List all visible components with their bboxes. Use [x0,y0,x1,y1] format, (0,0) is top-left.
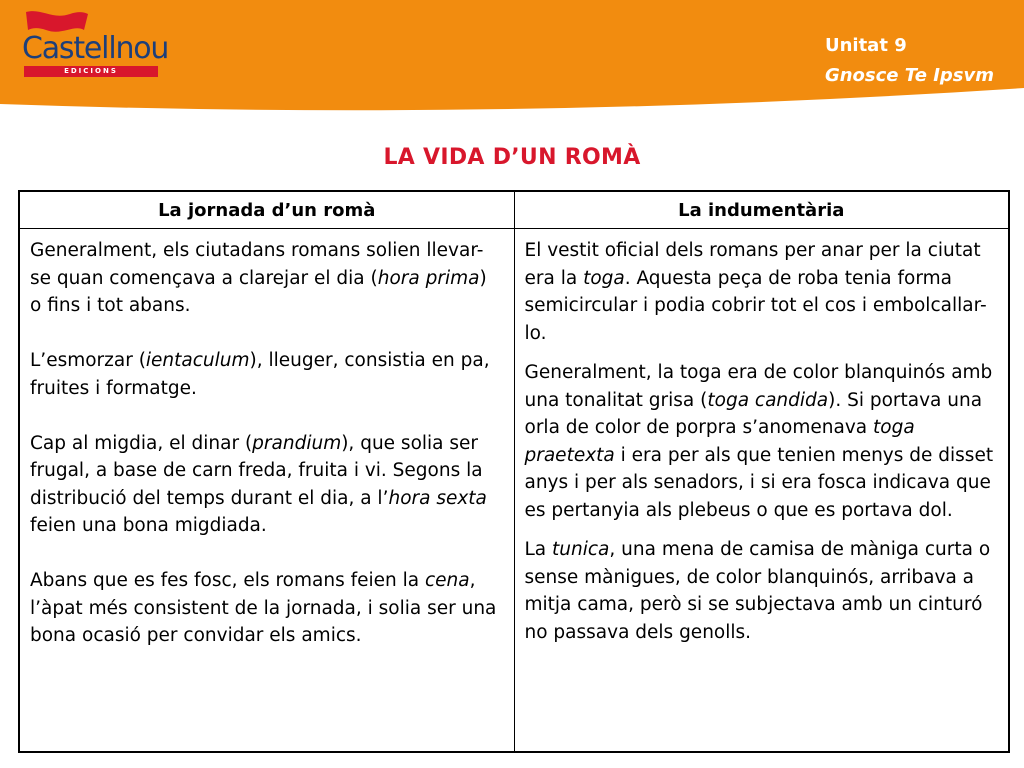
latin-term: toga praetexta [524,417,915,466]
text-span: ) o fins i tot abans. [30,267,487,316]
header-indumentaria: La indumentària [514,191,1009,229]
text-span: ), que solia ser frugal, a base de carn freda, fruita i vi. Segons la distribució del temps durant el dia, a l’ [30,432,483,509]
latin-term: toga [583,267,625,289]
paragraph-dinner [30,567,504,650]
text-span: La [524,539,553,560]
brand-sub: EDICIONS [24,66,158,77]
paragraph-toga [525,237,999,347]
text-span: ), lleuger, consistia en pa, fruites i formatge. [30,350,490,399]
latin-term: ientaculum [145,350,250,371]
text-span: . Aquesta peça de roba tenia forma semicircular i podia cobrir tot el cos i embolcallar-lo. [524,267,987,344]
latin-term: hora sexta [388,487,487,509]
unit-info [825,31,994,91]
text-span: Generalment, els ciutadans romans solien llevar-se quan començava a clarejar el dia ( [30,240,484,289]
text-span: , una mena de camisa de màniga curta o sense mànigues, de color blanquinós, arribava a mitja cama, però si se subjectava amb un cinturó no passava dels genolls. [524,539,991,643]
text-span: L’esmorzar ( [30,350,146,371]
text-span: feien una bona migdiada. [30,515,267,536]
unit-label: Unitat 9 [824,35,907,56]
header-jornada: La jornada d’un romà [19,191,514,229]
unit-subtitle: Gnosce Te Ipsvm [824,65,994,86]
latin-term: tunica [552,539,610,560]
latin-term: hora prima [377,267,480,289]
text-span: El vestit oficial dels romans per anar per la ciutat era la [524,240,981,289]
paragraph-breakfast [30,347,504,402]
indumentaria-cell [514,229,1009,753]
content-table [18,190,1010,753]
table-header-row [19,191,1009,229]
text-span: Abans que es fes fosc, els romans feien la [30,570,425,591]
latin-term: prandium [252,432,342,454]
text-span: , l’àpat més consistent de la jornada, i solia ser una bona ocasió per convidar els amics. [30,570,497,646]
header-banner [0,0,1024,130]
latin-term: toga candida [707,389,829,411]
paragraph-lunch [30,430,504,540]
paragraph-tunica [525,536,999,646]
castellnou-logo [22,10,169,80]
table-row [19,229,1009,753]
text-span: i era per als que tenien menys de disset anys i per als senadors, i si era fosca indicava que es pertanyia als plebeus o que es portava dol. [524,444,994,521]
text-span: Generalment, la toga era de color blanquinós amb una tonalitat grisa ( [524,362,993,411]
brand-name: Castellnou [22,31,169,66]
page-title: LA VIDA D’UN ROMÀ [383,145,641,170]
text-span: ). Si portava una orla de color de porpra s’anomenava [524,389,983,438]
text-span: Cap al migdia, el dinar ( [30,432,253,454]
paragraph-toga-colors [525,359,999,524]
paragraph-waking [30,237,504,320]
latin-term: cena [424,570,470,591]
jornada-cell [19,229,514,753]
